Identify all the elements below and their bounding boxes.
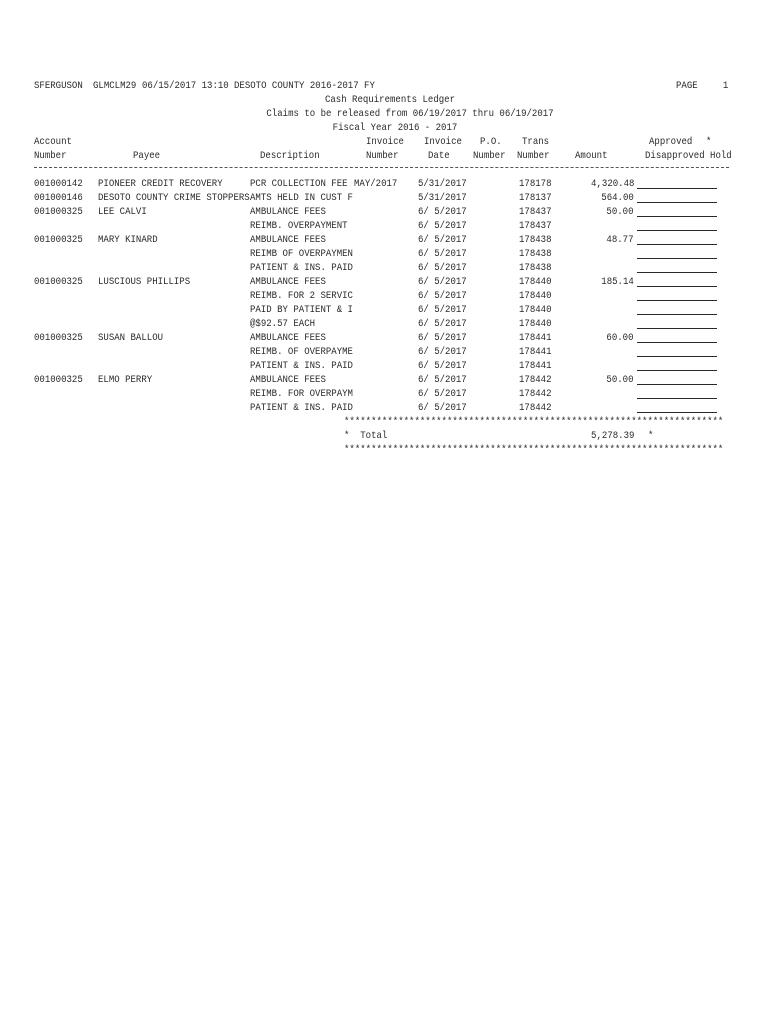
row-description: REIMB. OVERPAYMENT [250,220,348,232]
total-amount: 5,278.39 [590,430,634,442]
row-invoice-date: 6/ 5/2017 [418,304,467,316]
col-po-1: P.O. [480,136,502,148]
row-payee: LUSCIOUS PHILLIPS [98,276,191,288]
report-datetime: 06/15/2017 13:10 [142,80,229,92]
row-payee: SUSAN BALLOU [98,332,164,344]
row-payee: DESOTO COUNTY CRIME STOPPERS [98,192,250,204]
page-number: 1 [722,80,728,92]
approval-blank-line [637,230,717,231]
approval-blank-line [637,188,717,189]
row-amount: 4,320.48 [590,178,634,190]
row-description: AMBULANCE FEES [250,332,326,344]
report-title: Cash Requirements Ledger [324,94,456,106]
header-divider [34,167,729,168]
row-invoice-date: 5/31/2017 [418,192,467,204]
col-account-1: Account [34,136,72,148]
row-account: 001000325 [34,234,83,246]
approval-blank-line [637,258,717,259]
row-account: 001000325 [34,332,83,344]
col-payee: Payee [133,150,161,162]
approval-blank-line [637,342,717,343]
row-trans-number: 178438 [519,234,552,246]
row-invoice-date: 6/ 5/2017 [418,318,467,330]
row-trans-number: 178441 [519,346,552,358]
row-trans-number: 178137 [519,192,552,204]
row-payee: LEE CALVI [98,206,147,218]
row-trans-number: 178440 [519,276,552,288]
approval-blank-line [637,356,717,357]
col-invoice-number-2: Number [366,150,399,162]
row-invoice-date: 6/ 5/2017 [418,290,467,302]
row-description: REIMB. FOR 2 SERVIC [250,290,353,302]
col-invoice-date-1: Invoice [424,136,462,148]
col-amount: Amount [575,150,608,162]
row-account: 001000142 [34,178,83,190]
total-star: * [648,430,654,442]
row-description: AMBULANCE FEES [250,276,326,288]
report-subtitle: Claims to be released from 06/19/2017 thru 06/19/2017 [266,108,554,120]
row-trans-number: 178437 [519,220,552,232]
row-invoice-date: 6/ 5/2017 [418,374,467,386]
row-description: PATIENT & INS. PAID [250,402,353,414]
row-description: PATIENT & INS. PAID [250,262,353,274]
row-amount: 564.00 [601,192,634,204]
approval-blank-line [637,384,717,385]
approval-blank-line [637,412,717,413]
total-stars-bottom: ********************************************************************** [344,444,724,456]
page-label: PAGE [676,80,698,92]
row-trans-number: 178441 [519,332,552,344]
row-trans-number: 178440 [519,290,552,302]
approval-blank-line [637,314,717,315]
row-description: AMBULANCE FEES [250,206,326,218]
row-description: REIMB. FOR OVERPAYM [250,388,353,400]
total-label: * Total [344,430,388,442]
row-description: PCR COLLECTION FEE [250,178,348,190]
approval-blank-line [637,300,717,301]
row-trans-number: 178437 [519,206,552,218]
row-invoice-date: 6/ 5/2017 [418,360,467,372]
row-invoice-date: 6/ 5/2017 [418,220,467,232]
approval-blank-line [637,272,717,273]
approval-blank-line [637,244,717,245]
row-trans-number: 178440 [519,304,552,316]
row-description: REIMB. OF OVERPAYME [250,346,353,358]
total-stars-top: ********************************************************************** [344,416,724,428]
row-trans-number: 178441 [519,360,552,372]
row-invoice-date: 6/ 5/2017 [418,332,467,344]
report-program: GLMCLM29 [93,80,137,92]
row-account: 001000325 [34,206,83,218]
col-account-2: Number [34,150,67,162]
report-entity: DESOTO COUNTY 2016-2017 FY [234,80,375,92]
col-trans-2: Number [517,150,550,162]
row-invoice-date: 6/ 5/2017 [418,402,467,414]
approval-blank-line [637,370,717,371]
row-trans-number: 178442 [519,374,552,386]
row-invoice-date: 6/ 5/2017 [418,346,467,358]
col-approved-1: Approved [649,136,693,148]
row-account: 001000146 [34,192,83,204]
row-invoice-number: MAY/2017 [354,178,398,190]
row-trans-number: 178442 [519,388,552,400]
row-invoice-date: 6/ 5/2017 [418,234,467,246]
row-payee: ELMO PERRY [98,374,153,386]
row-amount: 50.00 [606,206,634,218]
row-trans-number: 178178 [519,178,552,190]
col-po-2: Number [473,150,506,162]
row-amount: 48.77 [606,234,634,246]
col-description: Description [260,150,320,162]
row-payee: MARY KINARD [98,234,158,246]
row-amount: 60.00 [606,332,634,344]
approval-blank-line [637,216,717,217]
col-trans-1: Trans [522,136,550,148]
report-user: SFERGUSON [34,80,83,92]
row-description: AMBULANCE FEES [250,374,326,386]
row-description: PAID BY PATIENT & I [250,304,353,316]
row-amount: 185.14 [601,276,634,288]
col-approved-2: Disapproved Hold [645,150,732,162]
approval-blank-line [637,398,717,399]
row-invoice-date: 6/ 5/2017 [418,388,467,400]
row-description: @$92.57 EACH [250,318,316,330]
row-description: AMBULANCE FEES [250,234,326,246]
approval-blank-line [637,286,717,287]
row-invoice-date: 6/ 5/2017 [418,248,467,260]
col-invoice-number-1: Invoice [366,136,404,148]
col-invoice-date-2: Date [428,150,450,162]
row-invoice-date: 6/ 5/2017 [418,276,467,288]
row-trans-number: 178438 [519,248,552,260]
row-description: PATIENT & INS. PAID [250,360,353,372]
fiscal-year: Fiscal Year 2016 - 2017 [332,122,458,134]
row-account: 001000325 [34,276,83,288]
row-trans-number: 178438 [519,262,552,274]
col-hold-star: * [706,136,712,148]
row-trans-number: 178440 [519,318,552,330]
row-amount: 50.00 [606,374,634,386]
row-payee: PIONEER CREDIT RECOVERY [98,178,223,190]
row-account: 001000325 [34,374,83,386]
row-description: AMTS HELD IN CUST F [250,192,353,204]
row-trans-number: 178442 [519,402,552,414]
row-description: REIMB OF OVERPAYMEN [250,248,353,260]
row-invoice-date: 6/ 5/2017 [418,206,467,218]
row-invoice-date: 6/ 5/2017 [418,262,467,274]
row-invoice-date: 5/31/2017 [418,178,467,190]
approval-blank-line [637,328,717,329]
approval-blank-line [637,202,717,203]
